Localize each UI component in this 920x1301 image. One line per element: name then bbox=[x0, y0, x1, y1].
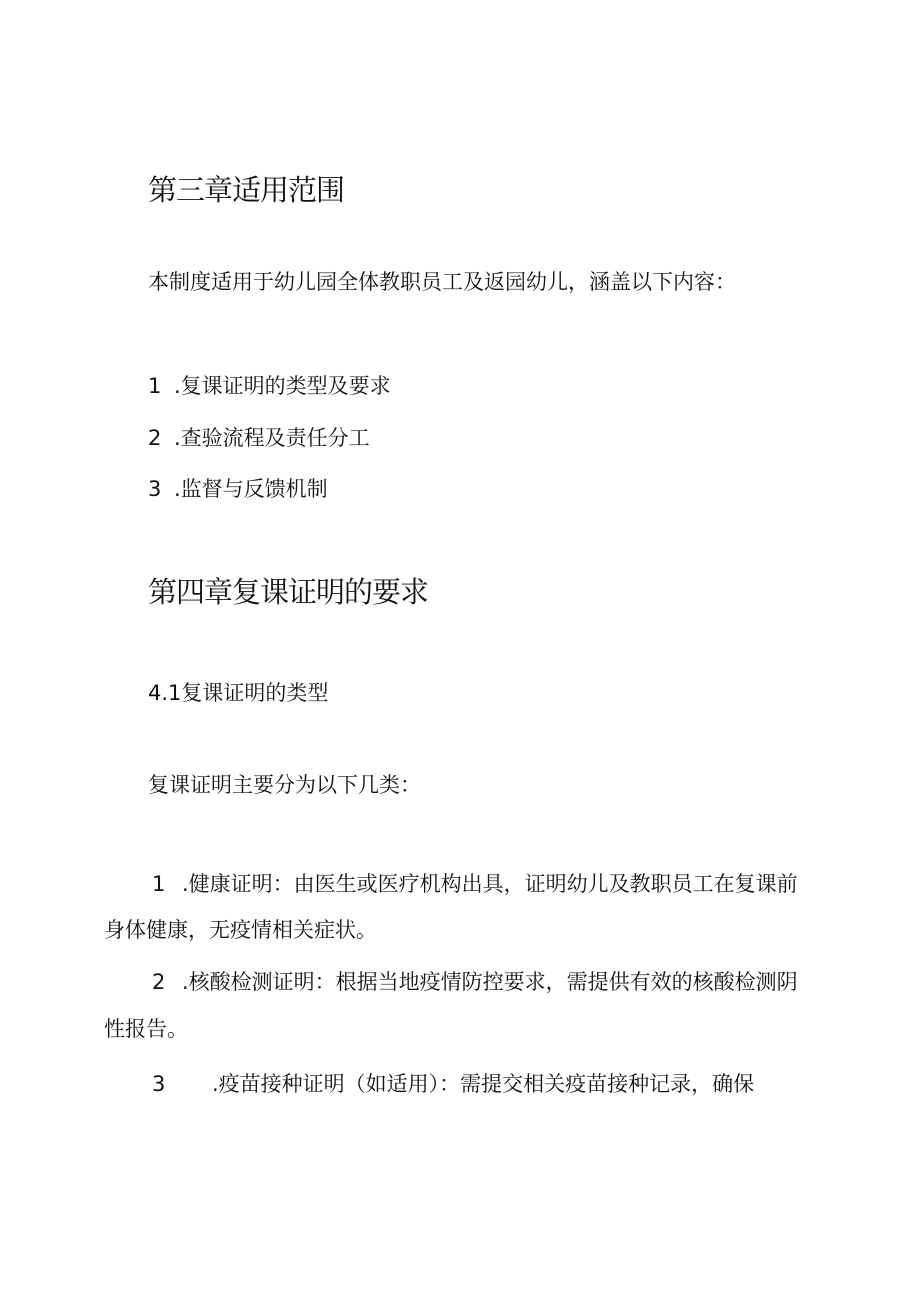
list-item-text: .核酸检测证明：根据当地疫情防控要求，需提供有效的核酸检测阴 bbox=[182, 970, 798, 994]
section-title: 4.1复课证明的类型 bbox=[148, 681, 329, 705]
list-item bbox=[148, 422, 370, 452]
list-item bbox=[148, 473, 328, 503]
list-item bbox=[148, 370, 391, 400]
list-item-number: 3 bbox=[152, 1072, 166, 1096]
list-item bbox=[152, 868, 798, 898]
chapter4-heading: 第四章复课证明的要求 bbox=[148, 575, 429, 609]
chapter3-heading: 第三章适用范围 bbox=[148, 173, 345, 207]
list-item-number: 2 bbox=[148, 426, 162, 450]
list-item-number: 2 bbox=[152, 970, 166, 994]
list-item-continuation: 身体健康，无疫情相关症状。 bbox=[104, 918, 377, 942]
list-item-text: .复课证明的类型及要求 bbox=[174, 374, 391, 398]
list-item bbox=[152, 966, 798, 996]
list-item-text: .监督与反馈机制 bbox=[174, 477, 328, 501]
chapter4-intro: 复课证明主要分为以下几类： bbox=[148, 773, 421, 797]
list-item-number: 1 bbox=[148, 374, 162, 398]
list-item-text: .查验流程及责任分工 bbox=[174, 426, 370, 450]
list-item-number: 1 bbox=[152, 872, 166, 896]
list-item-text: .疫苗接种证明（如适用）：需提交相关疫苗接种记录，确保 bbox=[212, 1072, 755, 1096]
chapter3-intro: 本制度适用于幼儿园全体教职员工及返园幼儿，涵盖以下内容： bbox=[148, 270, 736, 294]
list-item-text: .健康证明：由医生或医疗机构出具，证明幼儿及教职员工在复课前 bbox=[182, 872, 798, 896]
list-item-number: 3 bbox=[148, 477, 162, 501]
list-item-continuation: 性报告。 bbox=[104, 1017, 188, 1041]
list-item bbox=[152, 1068, 754, 1098]
